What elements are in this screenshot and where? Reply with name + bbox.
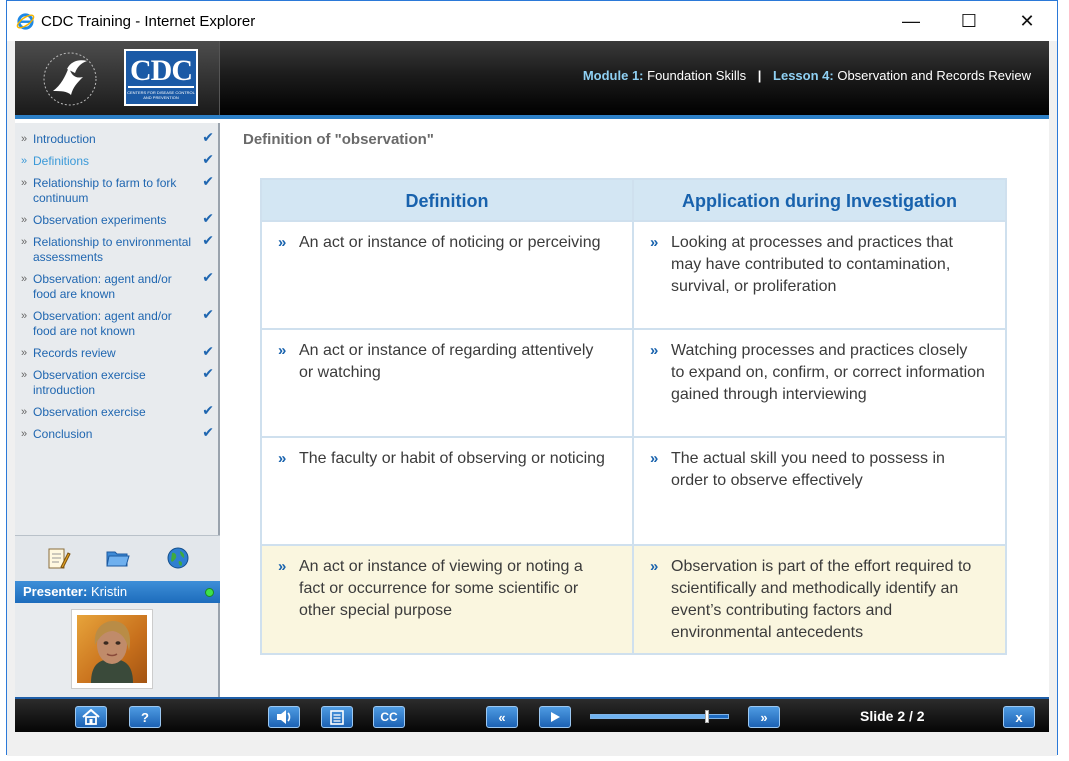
chevron-right-icon: » <box>21 177 28 189</box>
definition-cell <box>262 330 634 438</box>
audio-button[interactable] <box>268 706 300 728</box>
checkmark-icon: ✔ <box>202 129 214 145</box>
table-row <box>262 438 1005 546</box>
transcript-icon <box>330 710 344 725</box>
table-header-definition: Definition <box>262 180 634 222</box>
browser-window <box>6 0 1058 755</box>
sidebar-item-label: Records review <box>33 346 116 360</box>
play-button[interactable] <box>539 706 571 728</box>
presenter-status-indicator <box>205 588 214 597</box>
double-chevron-icon: » <box>278 342 284 359</box>
sidebar-item-label: Definitions <box>33 154 90 168</box>
folder-icon[interactable] <box>105 545 131 571</box>
cell-text: The faculty or habit of observing or noticing <box>299 450 605 467</box>
transcript-button[interactable] <box>321 706 353 728</box>
lesson-nav <box>15 129 220 446</box>
chevron-right-icon: » <box>21 428 28 440</box>
lesson-sidebar <box>15 123 220 697</box>
course-player <box>15 41 1049 732</box>
window-title: CDC Training - Internet Explorer <box>41 13 256 30</box>
module-title: Foundation Skills <box>647 68 747 83</box>
checkmark-icon: ✔ <box>202 343 214 359</box>
slide-content <box>222 123 1049 697</box>
double-chevron-icon: » <box>278 558 284 575</box>
title-bar <box>7 1 1057 41</box>
checkmark-icon: ✔ <box>202 151 214 167</box>
sidebar-item[interactable] <box>15 402 220 424</box>
window-bottom-strip <box>7 732 1057 756</box>
cell-text: Observation is part of the effort required to scientifically and methodically identify an event’s contributing factors and environmental antecedents <box>671 558 972 641</box>
chevron-right-icon: » <box>21 369 28 381</box>
home-button[interactable] <box>75 706 107 728</box>
progress-fill <box>591 715 707 718</box>
tool-tray <box>15 535 220 581</box>
maximize-button[interactable]: ☐ <box>960 10 978 31</box>
hhs-eagle-logo <box>37 47 103 111</box>
presenter-name: Kristin <box>90 584 128 599</box>
presenter-label: Presenter: <box>23 584 88 599</box>
progress-handle[interactable] <box>705 710 709 723</box>
sidebar-item-label: Observation exercise introduction <box>33 368 146 397</box>
sidebar-item-label: Observation: agent and/or food are not known <box>33 309 172 338</box>
home-icon <box>82 709 100 725</box>
module-lesson-title <box>583 68 1031 83</box>
checkmark-icon: ✔ <box>202 232 214 248</box>
globe-icon[interactable] <box>165 545 191 571</box>
checkmark-icon: ✔ <box>202 210 214 226</box>
application-cell <box>634 222 1005 330</box>
cell-text: Looking at processes and practices that may have contributed to contamination, survival, or proliferation <box>671 234 953 295</box>
sidebar-item-label: Observation exercise <box>33 405 146 419</box>
sidebar-item[interactable] <box>15 151 220 173</box>
chevron-right-icon: » <box>21 310 28 322</box>
cell-text: An act or instance of noticing or perceiving <box>299 234 601 251</box>
definition-cell <box>262 222 634 330</box>
logo-area <box>15 41 220 115</box>
sidebar-item[interactable] <box>15 343 220 365</box>
module-label: Module 1: <box>582 68 644 83</box>
sidebar-item-label: Relationship to farm to fork continuum <box>33 176 177 205</box>
chevron-right-icon: » <box>21 273 28 285</box>
title-separator: | <box>757 68 762 83</box>
lesson-title: Observation and Records Review <box>837 68 1031 83</box>
checkmark-icon: ✔ <box>202 269 214 285</box>
sidebar-item[interactable] <box>15 306 220 343</box>
chevron-right-icon: » <box>21 133 28 145</box>
checkmark-icon: ✔ <box>202 306 214 322</box>
chevron-right-icon: » <box>21 406 28 418</box>
sidebar-item[interactable] <box>15 424 220 446</box>
table-header-application: Application during Investigation <box>634 180 1005 222</box>
cdc-logo <box>124 49 198 106</box>
table-row <box>262 546 1005 653</box>
double-chevron-icon: » <box>650 558 656 575</box>
checkmark-icon: ✔ <box>202 365 214 381</box>
presenter-photo <box>71 609 153 689</box>
cdc-logo-subtext: CENTERS FOR DISEASE CONTROL AND PREVENTION <box>127 89 195 100</box>
slide-progress-bar[interactable] <box>590 714 729 719</box>
lesson-label: Lesson 4: <box>773 68 834 83</box>
definition-cell <box>262 546 634 653</box>
sidebar-item[interactable] <box>15 365 220 402</box>
course-header <box>15 41 1049 119</box>
chevron-right-icon: » <box>21 236 28 248</box>
chevron-right-icon: » <box>21 347 28 359</box>
double-chevron-icon: » <box>650 234 656 251</box>
cell-text: Watching processes and practices closely to expand on, confirm, or correct information gained through interviewing <box>671 342 985 403</box>
application-cell <box>634 330 1005 438</box>
checkmark-icon: ✔ <box>202 173 214 189</box>
internet-explorer-icon <box>16 12 35 31</box>
cdc-logo-text: CDC <box>130 53 192 87</box>
slide-counter: Slide 2 / 2 <box>860 708 925 724</box>
previous-slide-button[interactable]: « <box>486 706 518 728</box>
chevron-right-icon: » <box>21 214 28 226</box>
table-row <box>262 330 1005 438</box>
speaker-icon <box>275 709 293 725</box>
play-icon <box>549 711 561 723</box>
checkmark-icon: ✔ <box>202 402 214 418</box>
sidebar-item-label: Relationship to environmental assessments <box>33 235 192 264</box>
double-chevron-icon: » <box>278 450 284 467</box>
sidebar-item[interactable] <box>15 269 220 306</box>
table-row <box>262 222 1005 330</box>
definition-cell <box>262 438 634 546</box>
double-chevron-icon: » <box>650 450 656 467</box>
table-header-row <box>262 180 1005 222</box>
close-window-button[interactable]: ✕ <box>1019 10 1035 31</box>
sidebar-item[interactable] <box>15 173 220 210</box>
notepad-icon[interactable] <box>45 545 71 571</box>
sidebar-item[interactable] <box>15 129 220 151</box>
application-cell <box>634 546 1005 653</box>
double-chevron-icon: » <box>650 342 656 359</box>
sidebar-item[interactable] <box>15 210 220 232</box>
cell-text: An act or instance of viewing or noting a fact or occurrence for some scientific or other special purpose <box>299 558 583 619</box>
exit-button[interactable]: x <box>1003 706 1035 728</box>
presenter-avatar <box>77 615 147 683</box>
sidebar-item-label: Introduction <box>33 132 96 146</box>
presenter-bar <box>15 581 220 603</box>
definitions-table <box>260 178 1007 655</box>
player-controls <box>15 697 1049 732</box>
closed-captions-button[interactable]: CC <box>373 706 405 728</box>
sidebar-item[interactable] <box>15 232 220 269</box>
chevron-right-icon: » <box>21 155 28 167</box>
sidebar-item-label: Observation experiments <box>33 213 167 227</box>
cell-text: The actual skill you need to possess in order to observe effectively <box>671 450 945 489</box>
next-slide-button[interactable]: » <box>748 706 780 728</box>
application-cell <box>634 438 1005 546</box>
sidebar-item-label: Conclusion <box>33 427 93 441</box>
checkmark-icon: ✔ <box>202 424 214 440</box>
slide-title: Definition of "observation" <box>243 131 434 148</box>
minimize-button[interactable]: — <box>902 10 920 31</box>
cell-text: An act or instance of regarding attentively or watching <box>299 342 594 381</box>
double-chevron-icon: » <box>278 234 284 251</box>
sidebar-item-label: Observation: agent and/or food are known <box>33 272 172 301</box>
help-button[interactable]: ? <box>129 706 161 728</box>
